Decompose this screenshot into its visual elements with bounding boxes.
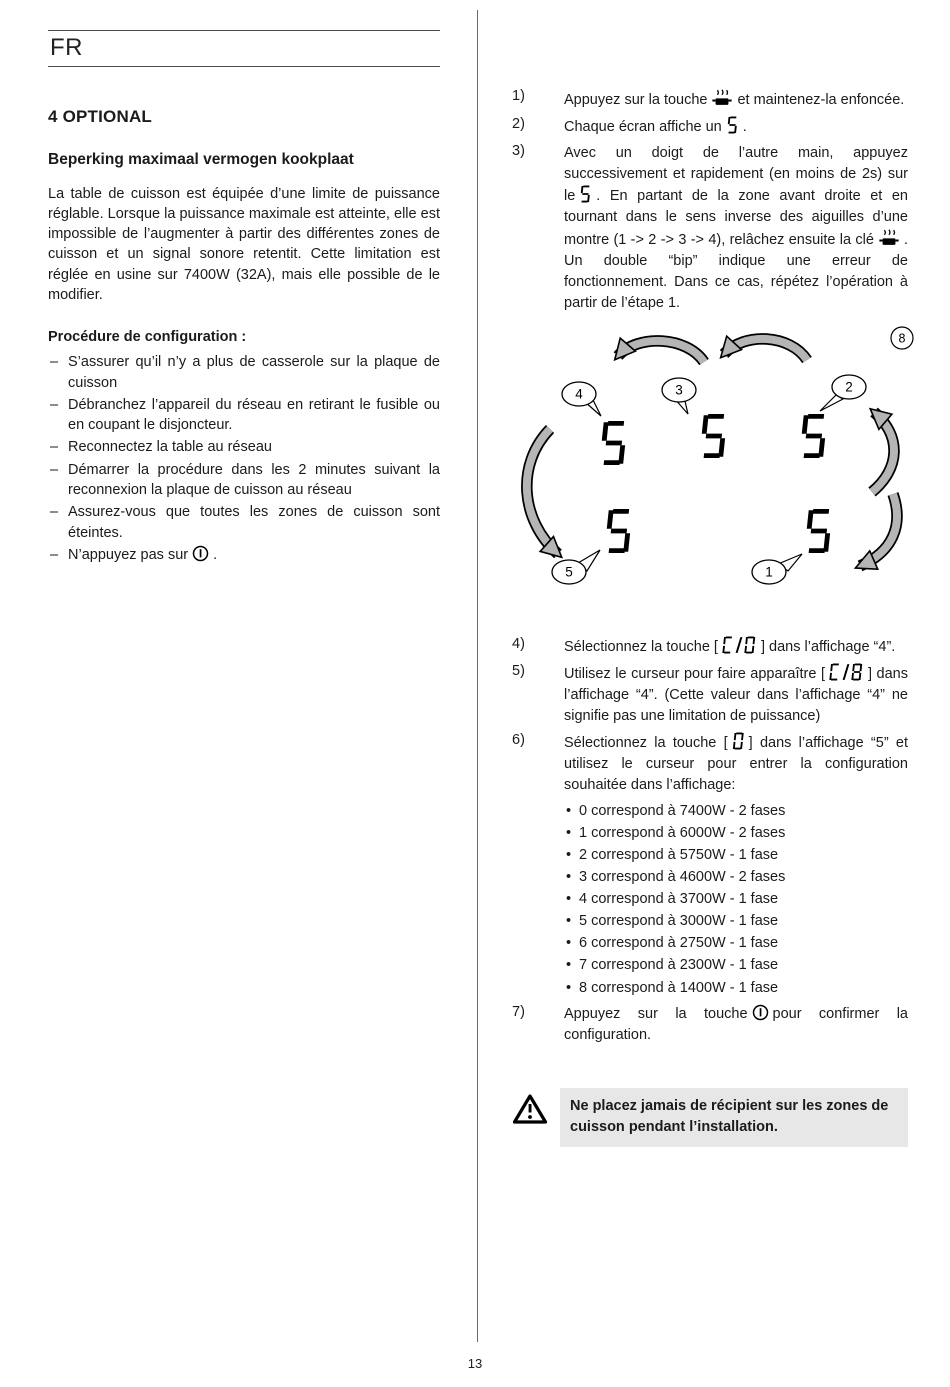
power-on-icon [752,1004,769,1021]
step-number: 4) [512,636,525,653]
zone-label-5 [552,550,600,584]
step-number: 6) [512,732,525,749]
zone-label-4 [562,382,601,416]
page-number: 13 [467,1356,483,1371]
power-option: • 0 correspond à 7400W - 2 fases [564,800,908,822]
power-option: • 2 correspond à 5750W - 1 fase [564,844,908,866]
step-number: 3) [512,143,525,160]
step-text-part: . En partant de la zone avant droite et en tournant dans le sens inverse des aiguilles d’une montre (1 -> 2 -> 3 -> 4), relâchez ensuite la clé [564,188,908,249]
list-item: – Débranchez l’appareil du réseau en retirant le fusible ou en coupant le disjoncteur. [48,395,440,436]
step-text-part: ] dans l’affichage “5” et utilisez le curseur pour entrer la configuration souhaitée dans l’affichage: [564,735,908,794]
svg-text:2: 2 [845,379,853,395]
step-text-part: et maintenez-la enfoncée. [737,92,905,108]
step-4 [512,636,908,658]
svg-text:5: 5 [565,564,573,580]
step-text-part: Appuyez sur la touche [564,92,708,108]
rotation-arrow-bottom-right [860,494,897,566]
power-option: • 1 correspond à 6000W - 2 fases [564,822,908,844]
step-number: 7) [512,1003,525,1020]
rotation-arrow-1-to-2 [872,412,894,492]
step-text-part: . Un double “bip” indique une erreur de fonctionnement. Dans ce cas, répétez l’opération à partir de l’étape 1. [564,232,908,312]
step-text [564,143,908,314]
language-tag-block [48,30,440,67]
step-text-part: Chaque écran affiche un [564,119,722,136]
warning-text: Ne placez jamais de récipient sur les zones de cuisson pendant l’installation. [560,1088,908,1147]
warning-note [512,1088,908,1147]
step-text [564,1004,908,1046]
rotation-arrow-3-to-4 [618,341,704,362]
step-text-part: Sélectionnez la touche [ [564,639,718,656]
step-text-part: ] dans l’affichage “4”. (Cette valeur dans l’affichage “4” ne signifie pas une limitation de puissance) [564,666,908,725]
zone-4-display-5 [599,421,627,465]
procedure-list [48,352,440,565]
list-item: – Démarrer la procédure dans les 2 minutes suivant la reconnexion la plaque de cuisson au réseau [48,460,440,501]
zone-2-display-5 [799,414,827,458]
segment-display-c0-icon [722,636,757,654]
list-item-no-press [48,545,440,565]
step-6 [512,732,908,998]
step-2 [512,116,908,138]
cooking-zone-diagram [502,324,908,620]
list-item: – Assurez-vous que toutes les zones de cuisson sont éteintes. [48,502,440,543]
list-item-suffix: . [213,546,218,563]
segment-display-5-icon [579,185,592,203]
power-option: • 4 correspond à 3700W - 1 fase [564,888,908,910]
svg-text:3: 3 [675,382,683,398]
left-column [48,30,440,567]
step-text-part: Avec un doigt de l’autre main, appuyez successivement et rapidement (en moins de 2s) sur le [564,145,908,205]
pot-steam-icon [878,228,900,247]
intro-paragraph: La table de cuisson est équipée d’une limite de puissance réglable. Lorsque la puissance maximale est atteinte, elle est impossible de l’augmenter à partir des différentes zones de cuisson et un signal sonore retentit. Cette limitation est réglée en usine sur 7400W (32A), mais elle possible de le modifier. [48,185,440,303]
subsection-title: Beperking maximaal vermogen kookplaat [48,151,354,168]
column-divider [477,10,478,1342]
list-item-text: N’appuyez pas sur [68,546,189,563]
svg-text:4: 4 [575,386,583,402]
step-number: 1) [512,88,525,104]
procedure-heading: Procédure de configuration : [48,329,247,346]
zone-label-1 [752,554,802,584]
segment-display-c8-icon [829,663,864,681]
zone-5-display-5 [604,509,632,553]
rotation-arrow-2-to-3 [724,339,807,360]
section-title: 4 OPTIONAL [48,107,153,126]
power-option: • 3 correspond à 4600W - 2 fases [564,866,908,888]
svg-text:1: 1 [765,564,773,580]
right-column [512,88,908,1147]
step-1 [512,88,908,111]
step-5 [512,663,908,727]
zone-label-3 [662,378,696,414]
segment-display-5-icon [726,116,739,134]
power-on-icon [192,545,209,562]
svg-text:8: 8 [898,331,906,346]
zone-label-2 [820,375,866,411]
step-3 [512,143,908,314]
zone-3-display-5 [699,414,727,458]
step-text [564,116,908,138]
power-option: • 8 correspond à 1400W - 1 fase [564,977,908,999]
power-options-list [564,800,908,998]
zone-rotation-diagram [502,324,918,616]
step-number: 2) [512,116,525,133]
step-text-part: Appuyez sur la touche [564,1005,748,1022]
step-text [564,663,908,727]
step-number: 5) [512,663,525,680]
step-text-part: ] dans l’affichage “4”. [760,639,896,656]
language-tag: FR [50,34,83,61]
power-option: • 5 correspond à 3000W - 1 fase [564,910,908,932]
list-item: – Reconnectez la table au réseau [48,437,440,457]
zone-1-display-5 [804,509,832,553]
list-item: – S’assurer qu’il n’y a plus de casserole sur la plaque de cuisson [48,352,440,393]
step-text-part: pour confirmer la configuration. [564,1005,908,1043]
step-text [564,732,908,998]
power-option: • 7 correspond à 2300W - 1 fase [564,954,908,976]
step-text-part: Utilisez le curseur pour faire apparaître [ [564,666,825,683]
step-text [564,88,908,111]
step-text [564,636,908,658]
step-7 [512,1004,908,1046]
warning-triangle-icon [512,1088,560,1129]
figure-number-badge [891,327,913,349]
step-text-part: Sélectionnez la touche [ [564,735,728,752]
step-text-part: . [742,119,747,136]
power-option: • 6 correspond à 2750W - 1 fase [564,932,908,954]
rotation-arrow-4-to-5 [527,429,558,554]
segment-display-0-icon [732,732,745,750]
pot-steam-icon [711,88,733,107]
